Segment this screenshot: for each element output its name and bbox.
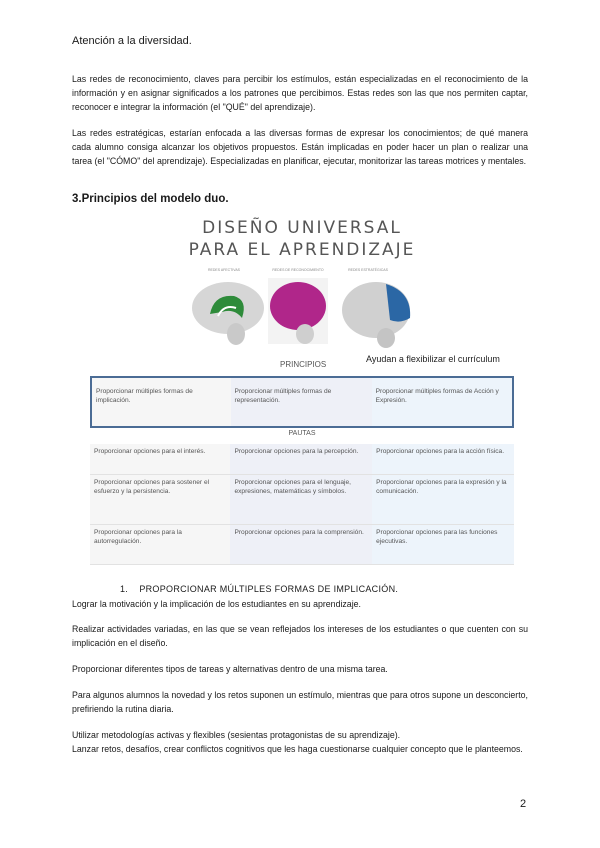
guideline-cell: Proporcionar opciones para la acción física. xyxy=(372,444,514,474)
guidelines-table xyxy=(90,444,514,565)
paragraph-strategic-networks: Las redes estratégicas, estarían enfocada a las diversas formas de expresar los conocimientos; de qué manera cada alumno consiga alcanzar los objetivos propuestos. Están implicadas en poder hacer un plan o realizar una tarea (el "CÓMO" del aprendizaje). Especializadas en planificar, ejecutar, monitorizar las tareas motrices y mentales. xyxy=(72,128,528,166)
principle-implicacion: Proporcionar múltiples formas de implicación. xyxy=(91,377,231,427)
principle-accion-expresion: Proporcionar múltiples formas de Acción y Expresión. xyxy=(372,377,513,427)
page-header: Atención a la diversidad. xyxy=(72,35,192,47)
handwritten-note: Ayudan a flexibilizar el currículum xyxy=(366,354,500,364)
brain-label-recognition: REDES DE RECONOCIMIENTO xyxy=(272,268,324,272)
list-number: 1. xyxy=(120,584,129,594)
body-paragraph: Para algunos alumnos la novedad y los retos suponen un estímulo, mientras que para otros supone un desconcierto, prefiriendo la rutina diaria. xyxy=(72,690,528,714)
pautas-label: PAUTAS xyxy=(288,430,316,437)
guideline-cell: Proporcionar opciones para la comprensión. xyxy=(230,524,372,564)
section-heading: 3.Principios del modelo duo. xyxy=(72,193,229,205)
body-paragraph: Realizar actividades variadas, en las que se vean reflejados los intereses de los estudiantes o que cuenten con su implicación en el diseño. xyxy=(72,624,528,648)
brain-label-affective: REDES AFECTIVAS xyxy=(207,268,241,272)
paragraph-recognition-networks: Las redes de reconocimiento, claves para percibir los estímulos, están especializadas en el reconocimiento de la información y en asignar significados a los patrones que percibimos. Estas redes son las que nos permiten captar, reconocer e integrar la información (el "QUÉ" del aprendizaje). xyxy=(72,74,528,112)
brain-label-strategic: REDES ESTRATÉGICAS xyxy=(348,268,388,272)
page-number: 2 xyxy=(520,798,527,810)
body-paragraph: Lograr la motivación y la implicación de los estudiantes en su aprendizaje. xyxy=(72,599,361,609)
table-row xyxy=(90,474,514,524)
guideline-cell: Proporcionar opciones para el lenguaje, expresiones, matemáticas y símbolos. xyxy=(230,474,372,524)
principle-representacion: Proporcionar múltiples formas de representación. xyxy=(231,377,372,427)
brain-illustrations xyxy=(190,274,420,354)
table-row xyxy=(91,377,513,427)
guideline-cell: Proporcionar opciones para las funciones ejecutivas. xyxy=(372,524,514,564)
figure-title-line2: PARA EL APRENDIZAJE xyxy=(188,240,416,260)
table-row xyxy=(90,524,514,564)
guideline-cell: Proporcionar opciones para la expresión y la comunicación. xyxy=(372,474,514,524)
figure-title-line1: DISEÑO UNIVERSAL xyxy=(202,218,402,238)
body-paragraph: Utilizar metodologías activas y flexibles (sesientas protagonistas de su aprendizaje). xyxy=(72,730,401,740)
recognition-brain-icon xyxy=(268,278,328,344)
strategic-brain-icon xyxy=(342,282,410,348)
guideline-cell: Proporcionar opciones para sostener el esfuerzo y la persistencia. xyxy=(90,474,230,524)
body-paragraph: Proporcionar diferentes tipos de tareas y alternativas dentro de una misma tarea. xyxy=(72,664,388,674)
udl-figure xyxy=(90,214,514,578)
guideline-cell: Proporcionar opciones para el interés. xyxy=(90,444,230,474)
body-paragraph: Lanzar retos, desafíos, crear conflictos cognitivos que les haga cuestionarse cualquier concepto que le planteemos. xyxy=(72,744,523,754)
principles-table xyxy=(90,376,514,428)
table-row xyxy=(90,444,514,474)
guideline-cell: Proporcionar opciones para la autorregulación. xyxy=(90,524,230,564)
list-item-1 xyxy=(120,584,398,594)
principios-label: PRINCIPIOS xyxy=(280,360,327,369)
list-title: PROPORCIONAR MÚLTIPLES FORMAS DE IMPLICACIÓN. xyxy=(139,584,399,594)
affective-brain-icon xyxy=(192,282,264,345)
guideline-cell: Proporcionar opciones para la percepción. xyxy=(230,444,372,474)
